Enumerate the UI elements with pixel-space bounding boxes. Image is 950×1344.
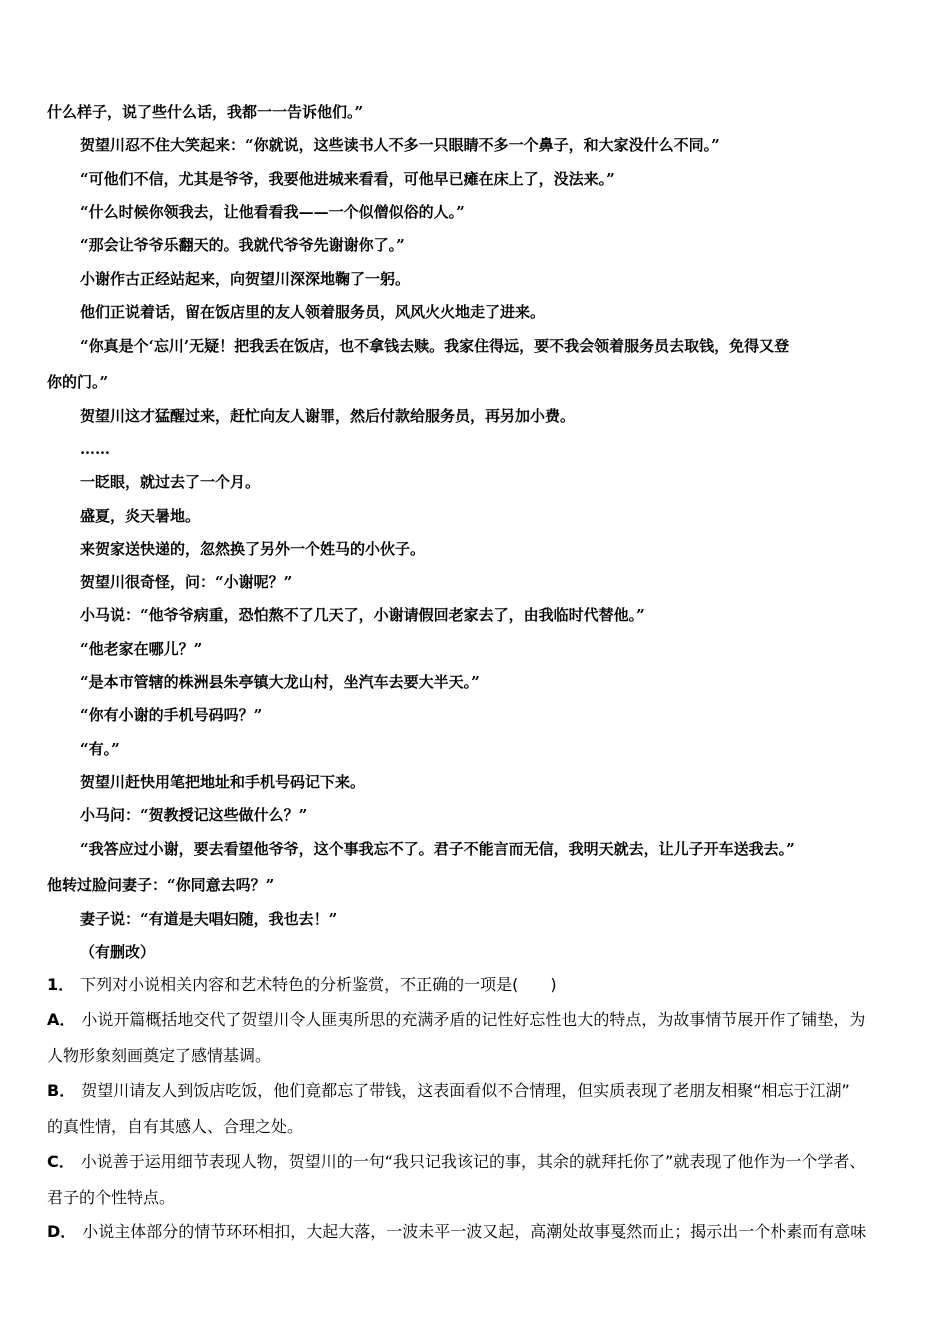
story-line: “是本市管辖的株洲县朱亭镇大龙山村，坐汽车去要大半天。” <box>80 673 480 691</box>
question-number: 1． <box>47 975 75 994</box>
story-line: 盛夏，炎天暑地。 <box>80 507 201 525</box>
story-line: 他们正说着话，留在饭店里的友人领着服务员，风风火火地走了进来。 <box>80 303 546 321</box>
story-line: …… <box>80 440 110 458</box>
option-text: 贺望川请友人到饭店吃饭，他们竟都忘了带钱，这表面看似不合情理，但实质表现了老朋友相聚“相忘于江湖” <box>81 1081 850 1100</box>
option-a <box>47 1009 865 1031</box>
story-line: “他老家在哪儿？” <box>80 640 203 658</box>
story-line: 他转过脸问妻子：“你同意去吗？” <box>47 876 275 894</box>
story-line: 贺望川忍不住大笑起来：“你就说，这些读书人不多一只眼睛不多一个鼻子，和大家没什么不同。” <box>80 136 720 154</box>
option-label: B． <box>47 1081 76 1100</box>
option-d <box>47 1221 866 1243</box>
story-line: 小马问：“贺教授记这些做什么？” <box>80 806 308 824</box>
option-text: 小说主体部分的情节环环相扣，大起大落，一波未平一波又起，高潮处故事戛然而止；揭示出一个朴素而有意味 <box>82 1222 867 1241</box>
story-line: 你的门。” <box>47 373 109 391</box>
option-text: 小说善于运用细节表现人物，贺望川的一句“我只记我该记的事，其余的就拜托你了”就表现了他作为一个学者、 <box>80 1152 866 1171</box>
story-line: “你真是个‘忘川’无疑！把我丢在饭店，也不拿钱去赎。我家住得远，要不我会领着服务员去取钱，免得又登 <box>80 337 790 355</box>
story-line: 小谢作古正经站起来，向贺望川深深地鞠了一躬。 <box>80 270 411 288</box>
story-line: “可他们不信，尤其是爷爷，我要他进城来看看，可他早已瘫在床上了，没法来。” <box>80 170 615 188</box>
story-line: 来贺家送快递的，忽然换了另外一个姓马的小伙子。 <box>80 540 426 558</box>
option-b <box>47 1080 850 1102</box>
option-c-continued: 君子的个性特点。 <box>47 1188 176 1207</box>
story-line: 什么样子，说了些什么话，我都一一告诉他们。” <box>47 103 364 121</box>
option-text: 小说开篇概括地交代了贺望川令人匪夷所思的充满矛盾的记性好忘性也大的特点，为故事情节展开作了铺垫，为 <box>81 1010 866 1029</box>
option-label: C． <box>47 1152 75 1171</box>
story-line: “有。” <box>80 740 120 758</box>
question-stem <box>47 974 557 996</box>
option-label: A． <box>47 1010 76 1029</box>
option-c <box>47 1151 865 1173</box>
story-line: “那会让爷爷乐翻天的。我就代爷爷先谢谢你了。” <box>80 236 405 254</box>
story-line: 妻子说：“有道是夫唱妇随，我也去！” <box>80 910 338 928</box>
story-line: 一眨眼，就过去了一个月。 <box>80 473 261 491</box>
story-line: “我答应过小谢，要去看望他爷爷，这个事我忘不了。君子不能言而无信，我明天就去，让儿子开车送我去。” <box>80 840 795 858</box>
story-line: 贺望川赶快用笔把地址和手机号码记下来。 <box>80 773 366 791</box>
option-a-continued: 人物形象刻画奠定了感情基调。 <box>47 1046 272 1065</box>
story-line: 小马说：“他爷爷病重，恐怕熬不了几天了，小谢请假回老家去了，由我临时代替他。” <box>80 606 645 624</box>
story-line: “你有小谢的手机号码吗？” <box>80 706 263 724</box>
story-line: “什么时候你领我去，让他看看我——一个似僧似俗的人。” <box>80 203 465 221</box>
option-b-continued: 的真性情，自有其感人、合理之处。 <box>47 1117 304 1136</box>
story-line: 贺望川这才猛醒过来，赶忙向友人谢罪，然后付款给服务员，再另加小费。 <box>80 407 576 425</box>
story-line: 贺望川很奇怪，问：“小谢呢？” <box>80 573 293 591</box>
option-label: D． <box>47 1222 77 1241</box>
source-note: （有删改） <box>80 943 156 961</box>
question-text: 下列对小说相关内容和艺术特色的分析鉴赏，不正确的一项是( ) <box>80 975 557 994</box>
